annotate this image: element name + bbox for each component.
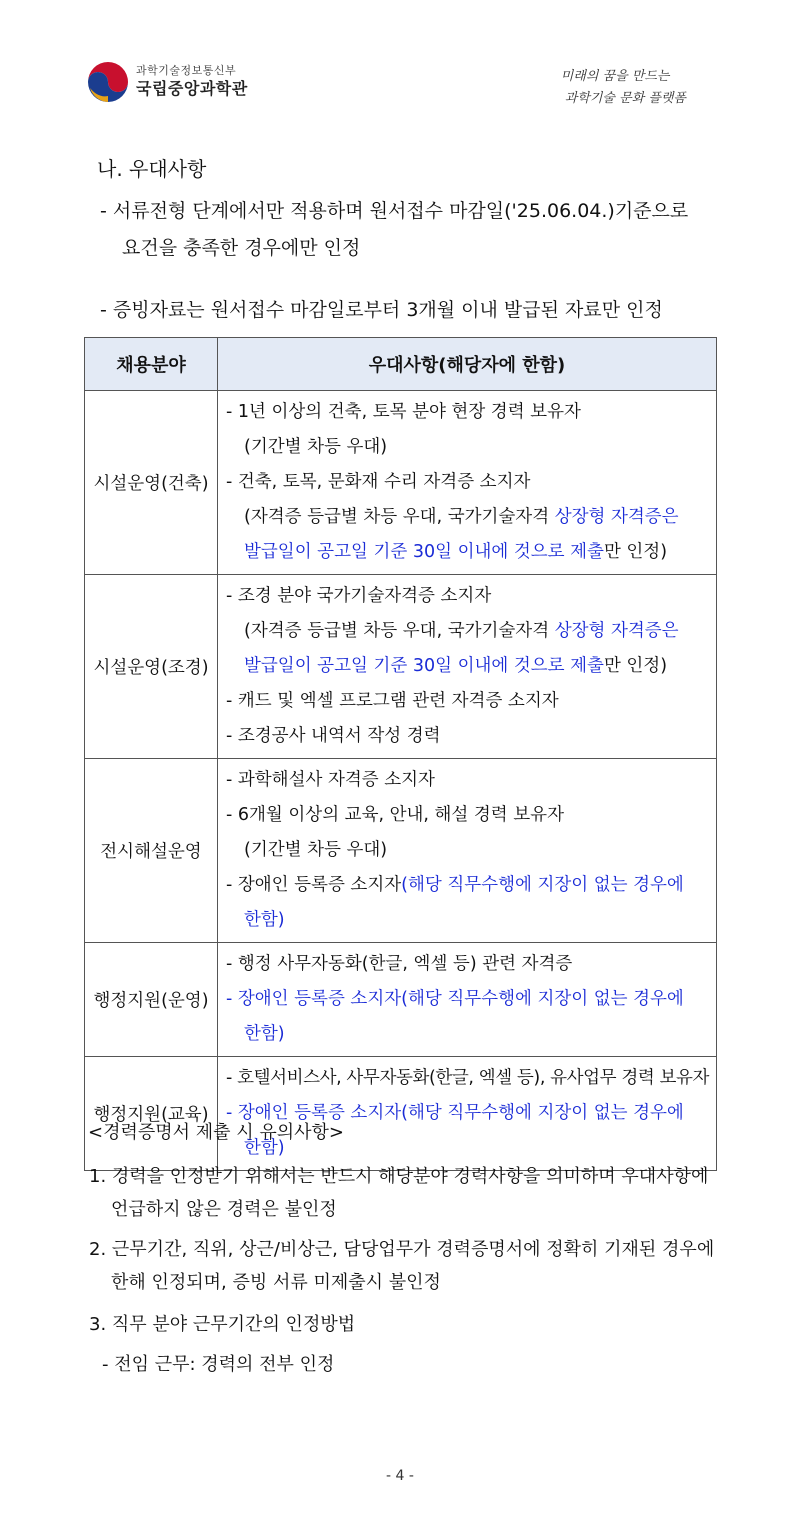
row-category: 행정지원(교육) xyxy=(85,1057,218,1171)
desc-highlight: (해당 직무수행에 지장이 없는 경우에 xyxy=(401,875,684,895)
desc-line xyxy=(226,535,710,570)
desc-line xyxy=(226,649,710,684)
desc-line: - 과학해설사 자격증 소지자 xyxy=(226,770,435,790)
desc-text: 만 인정) xyxy=(603,656,668,676)
desc-line: - 호텔서비스사, 사무자동화(한글, 엑셀 등), 유사업무 경력 보유자 xyxy=(226,1068,710,1088)
desc-line: - 6개월 이상의 교육, 안내, 해설 경력 보유자 xyxy=(226,805,564,825)
desc-line: 한함) xyxy=(244,1138,285,1158)
desc-text: (자격증 등급별 차등 우대, 국가기술자격 xyxy=(244,507,555,527)
table-row xyxy=(85,391,717,575)
note-item-2 xyxy=(89,1233,714,1299)
note-line: 1. 경력을 인정받기 위해서는 반드시 해당분야 경력사항을 의미하며 우대사항에 xyxy=(89,1166,709,1187)
page-header xyxy=(86,58,726,118)
row-description xyxy=(218,1057,717,1171)
taegeuk-logo-icon xyxy=(86,58,130,106)
desc-line: - 조경 분야 국가기술자격증 소지자 xyxy=(226,586,492,606)
desc-line: (기간별 차등 우대) xyxy=(244,840,388,860)
notes-title: <경력증명서 제출 시 유의사항> xyxy=(88,1122,344,1143)
section-title: 나. 우대사항 xyxy=(97,157,207,181)
slogan xyxy=(561,66,686,110)
desc-text: - 장애인 등록증 소지자 xyxy=(226,875,402,895)
note-item-3: 3. 직무 분야 근무기간의 인정방법 xyxy=(89,1314,356,1335)
desc-text: (자격증 등급별 차등 우대, 국가기술자격 xyxy=(244,621,555,641)
bullet-line-cont: 요건을 충족한 경우에만 인정 xyxy=(122,237,361,259)
row-category: 전시해설운영 xyxy=(85,759,218,943)
desc-highlight: 발급일이 공고일 기준 30일 이내에 것으로 제출 xyxy=(244,542,604,562)
table-row xyxy=(85,759,717,943)
page-number: - 4 - xyxy=(386,1468,414,1484)
row-description xyxy=(218,759,717,943)
desc-text: 만 인정) xyxy=(603,542,668,562)
table-header-row xyxy=(85,338,717,391)
desc-highlight: (해당 직무수행에 지장이 없는 경우에 xyxy=(401,989,684,1009)
row-description xyxy=(218,391,717,575)
desc-line: - 조경공사 내역서 작성 경력 xyxy=(226,726,441,746)
desc-line xyxy=(226,500,710,535)
organization-name xyxy=(136,64,248,100)
desc-line: - 건축, 토목, 문화재 수리 자격증 소지자 xyxy=(226,472,531,492)
desc-highlight: - 장애인 등록증 소지자 xyxy=(226,989,402,1009)
preference-table xyxy=(84,337,717,1171)
slogan-line-2: 과학기술 문화 플랫폼 xyxy=(564,91,686,106)
row-category: 시설운영(조경) xyxy=(85,575,218,759)
table-row xyxy=(85,1057,717,1171)
desc-line: 한함) xyxy=(244,1024,285,1044)
table-row xyxy=(85,943,717,1057)
row-description xyxy=(218,575,717,759)
slogan-line-1: 미래의 꿈을 만드는 xyxy=(560,69,670,84)
desc-highlight: 발급일이 공고일 기준 30일 이내에 것으로 제출 xyxy=(244,656,604,676)
note-line-cont: 한해 인정되며, 증빙 서류 미제출시 불인정 xyxy=(111,1272,441,1293)
desc-highlight: 상장형 자격증은 xyxy=(554,621,679,641)
desc-line: - 1년 이상의 건축, 토목 분야 현장 경력 보유자 xyxy=(226,402,581,422)
ministry-name: 과학기술정보통신부 xyxy=(136,64,237,77)
note-line-cont: 언급하지 않은 경력은 불인정 xyxy=(111,1199,337,1220)
desc-line: 한함) xyxy=(244,910,285,930)
museum-name: 국립중앙과학관 xyxy=(136,79,248,98)
row-category: 시설운영(건축) xyxy=(85,391,218,575)
bullet-evidence: - 증빙자료는 원서접수 마감일로부터 3개월 이내 발급된 자료만 인정 xyxy=(100,299,663,321)
desc-line xyxy=(226,868,710,903)
bullet-application-period xyxy=(100,193,688,267)
bullet-line: - 서류전형 단계에서만 적용하며 원서접수 마감일('25.06.04.)기준으로 xyxy=(100,200,689,222)
desc-line: (기간별 차등 우대) xyxy=(244,437,388,457)
table-row xyxy=(85,575,717,759)
desc-line: - 행정 사무자동화(한글, 엑셀 등) 관련 자격증 xyxy=(226,954,573,974)
desc-highlight: (해당 직무수행에 지장이 없는 경우에 xyxy=(401,1103,684,1123)
desc-highlight: - 장애인 등록증 소지자 xyxy=(226,1103,402,1123)
desc-line xyxy=(226,982,710,1017)
desc-highlight: 상장형 자격증은 xyxy=(554,507,679,527)
desc-line xyxy=(226,614,710,649)
header-field: 채용분야 xyxy=(85,338,218,391)
desc-line: - 캐드 및 엑셀 프로그램 관련 자격증 소지자 xyxy=(226,691,559,711)
note-line: 2. 근무기간, 직위, 상근/비상근, 담당업무가 경력증명서에 정확히 기재된 경우에 xyxy=(89,1239,715,1260)
header-preference: 우대사항(해당자에 한함) xyxy=(218,338,717,391)
row-description xyxy=(218,943,717,1057)
row-category: 행정지원(운영) xyxy=(85,943,218,1057)
note-item-3-sub: - 전임 근무: 경력의 전부 인정 xyxy=(102,1354,335,1375)
note-item-1 xyxy=(89,1160,708,1226)
